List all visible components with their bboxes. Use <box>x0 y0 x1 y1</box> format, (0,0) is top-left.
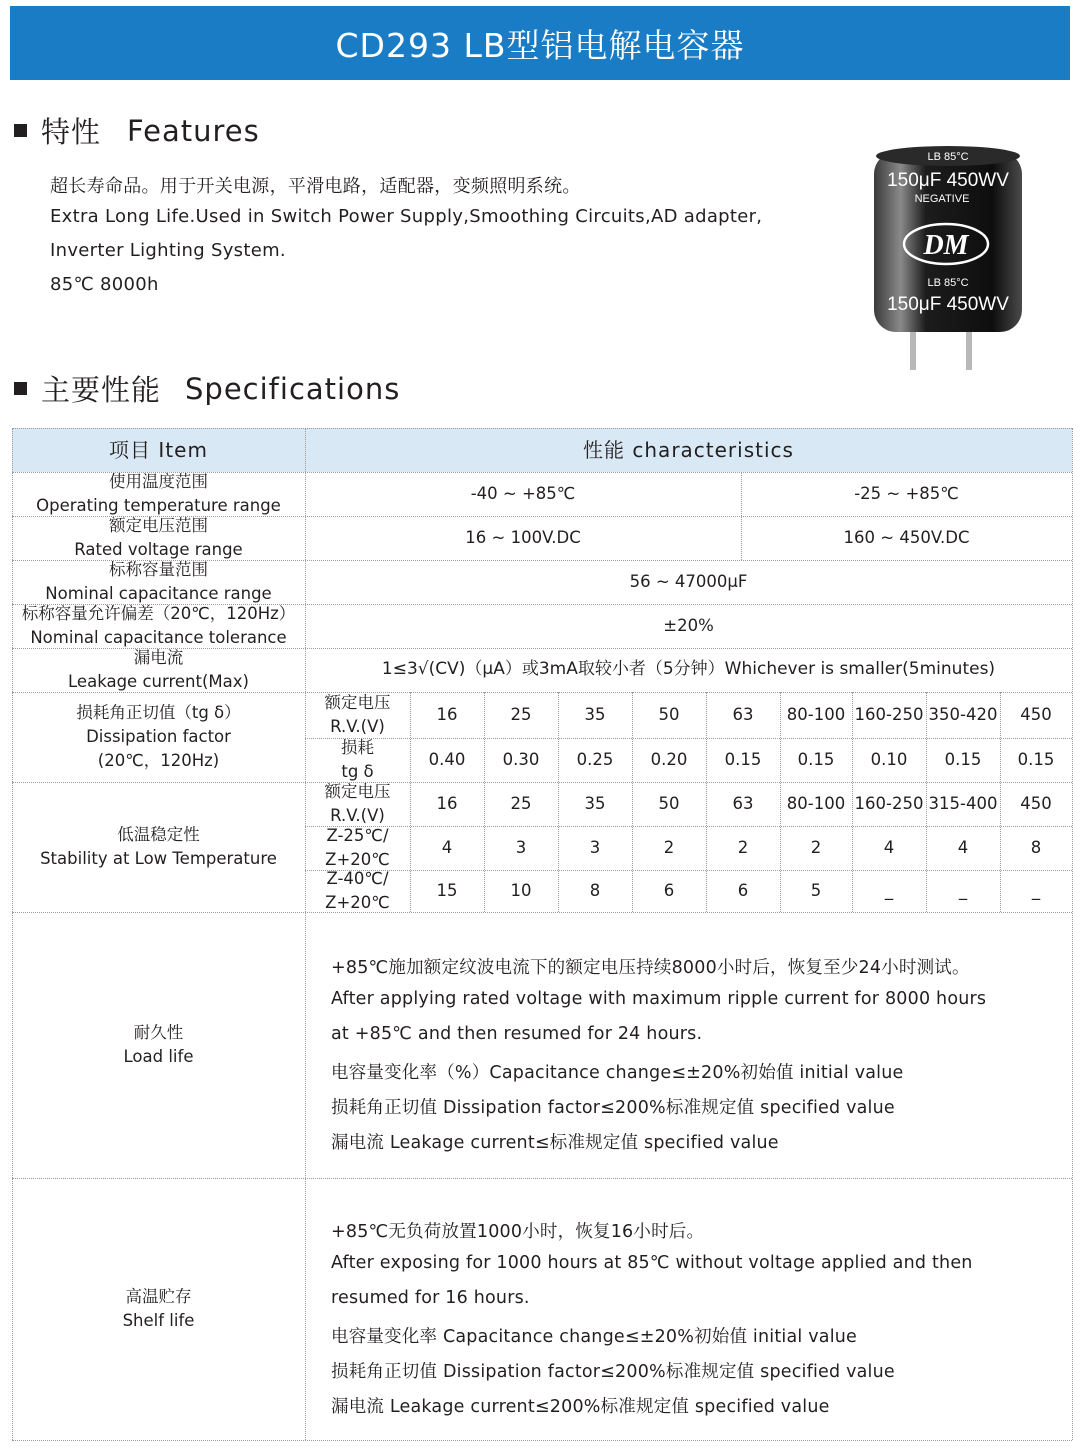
row-label-leakage <box>12 648 305 692</box>
feature-line: 85℃ 8000h <box>50 274 159 295</box>
lt-z40-value: 6 <box>737 881 749 901</box>
label-en: Nominal capacitance tolerance <box>30 628 287 647</box>
label-cn: 损耗 <box>341 738 374 758</box>
shelf-life-line: After exposing for 1000 hours at 85℃ without voltage applied and then <box>331 1253 973 1273</box>
df-tg-value: 0.15 <box>797 750 835 770</box>
df-tg-value: 0.10 <box>870 750 908 770</box>
lt-voltage-value: 63 <box>732 794 754 814</box>
lt-voltage-value: 35 <box>584 794 606 814</box>
lt-z25-value: 3 <box>515 838 527 858</box>
label-en: (20℃，120Hz) <box>97 750 220 770</box>
load-life-line: 电容量变化率（%）Capacitance change≤±20%初始值 initial value <box>331 1063 904 1083</box>
table-border <box>1072 428 1073 1440</box>
lt-z25-value: 4 <box>441 838 453 858</box>
capacitor-value-text: 150μF 450WV <box>887 294 1009 315</box>
capacitor-negative-text: NEGATIVE <box>914 193 970 205</box>
lt-z25-value: 3 <box>589 838 601 858</box>
row-label-voltage <box>12 516 305 560</box>
label-en: Load life <box>123 1047 194 1066</box>
row-label-capacitance <box>12 560 305 604</box>
label-en: Z+20℃ <box>325 850 390 869</box>
specs-heading <box>14 368 400 409</box>
lt-z40-value: 8 <box>589 881 601 901</box>
label-en: tg δ <box>341 762 374 781</box>
df-tg-value: 0.40 <box>428 750 466 770</box>
lt-z40-value: 5 <box>810 881 822 901</box>
label-cn: 漏电流 <box>133 648 184 668</box>
label-cn: 低温稳定性 <box>117 825 200 845</box>
title-banner <box>10 6 1070 80</box>
df-tg-value: 0.20 <box>650 750 688 770</box>
temp-range-high-voltage: -25 ~ +85℃ <box>854 484 959 504</box>
row-label-shelf-life <box>12 1178 305 1440</box>
df-tg-value: 0.30 <box>502 750 540 770</box>
label-en: Operating temperature range <box>36 496 281 515</box>
df-voltage-value: 16 <box>436 705 458 725</box>
label-cn: 高温贮存 <box>125 1287 192 1307</box>
specs-heading-en: Specifications <box>185 371 401 406</box>
df-voltage-value: 25 <box>510 705 532 725</box>
column-header-characteristics: 性能 characteristics <box>583 438 794 462</box>
row-label-dissipation <box>12 692 305 782</box>
lt-z25-value: 2 <box>663 838 675 858</box>
features-heading-cn: 特性 <box>41 115 102 149</box>
label-cn: 标称容量允许偏差（20℃，120Hz） <box>21 604 296 624</box>
lt-z40-value: 6 <box>663 881 675 901</box>
capacitor-image <box>870 144 1026 374</box>
df-tg-value: 0.15 <box>1017 750 1055 770</box>
label-en: Shelf life <box>122 1311 195 1330</box>
lt-z25-label <box>305 826 410 870</box>
label-en: Nominal capacitance range <box>45 584 272 603</box>
label-en: Leakage current(Max) <box>68 672 249 691</box>
label-cn: 额定电压 <box>324 782 391 802</box>
shelf-life-line: resumed for 16 hours. <box>331 1288 530 1308</box>
load-life-line: at +85℃ and then resumed for 24 hours. <box>331 1024 703 1044</box>
lt-z40-value: 15 <box>436 881 458 901</box>
label-cn: 额定电压范围 <box>109 516 208 536</box>
row-label-low-temperature <box>12 782 305 912</box>
lt-z25-value: 2 <box>737 838 749 858</box>
label-en: Z-40℃/ <box>326 869 389 889</box>
voltage-range-low: 16 ~ 100V.DC <box>465 528 581 548</box>
lt-voltage-value: 160-250 <box>854 794 924 814</box>
label-en: Rated voltage range <box>74 540 243 559</box>
load-life-line: After applying rated voltage with maximum ripple current for 8000 hours <box>331 989 987 1009</box>
shelf-life-line: 损耗角正切值 Dissipation factor≤200%标准规定值 specified value <box>331 1362 895 1382</box>
shelf-life-line: 电容量变化率 Capacitance change≤±20%初始值 initial value <box>331 1327 858 1347</box>
capacitor-value-text: 150μF 450WV <box>887 170 1009 191</box>
features-heading-en: Features <box>127 113 260 148</box>
capacitor-rating-text: LB 85°C <box>927 277 969 289</box>
df-voltage-value: 450 <box>1020 705 1052 725</box>
df-voltage-value: 160-250 <box>854 705 924 725</box>
df-tg-value: 0.15 <box>724 750 762 770</box>
specs-heading-cn: 主要性能 <box>41 373 162 407</box>
dm-logo-text: DM <box>923 230 969 261</box>
label-cn: 标称容量范围 <box>109 560 208 580</box>
lt-z40-value: _ <box>958 881 968 901</box>
capacitance-range: 56 ~ 47000μF <box>629 572 748 592</box>
load-life-line: 漏电流 Leakage current≤标准规定值 specified value <box>331 1133 779 1153</box>
leakage-current: 1≤3√(CV)（μA）或3mA取较小者（5分钟）Whichever is smaller(5minutes) <box>381 659 996 680</box>
lt-voltage-value: 25 <box>510 794 532 814</box>
df-voltage-value: 80-100 <box>786 705 846 725</box>
lt-z40-label <box>305 870 410 912</box>
df-tg-value: 0.15 <box>944 750 982 770</box>
label-en: Z-25℃/ <box>326 826 389 846</box>
row-label-tolerance <box>12 604 305 648</box>
temp-range-low-voltage: -40 ~ +85℃ <box>470 484 576 504</box>
df-voltage-value: 63 <box>732 705 754 725</box>
df-voltage-label <box>305 692 410 738</box>
lt-z40-value: _ <box>884 881 894 901</box>
label-cn: 使用温度范围 <box>109 472 208 492</box>
lt-voltage-value: 80-100 <box>786 794 846 814</box>
df-voltage-value: 50 <box>658 705 680 725</box>
feature-line: Inverter Lighting System. <box>50 240 286 261</box>
lt-z40-value: 10 <box>510 881 532 901</box>
label-en: Stability at Low Temperature <box>40 849 277 868</box>
load-life-line: +85℃施加额定纹波电流下的额定电压持续8000小时后，恢复至少24小时测试。 <box>331 958 970 978</box>
lt-voltage-value: 16 <box>436 794 458 814</box>
lt-voltage-label <box>305 782 410 826</box>
row-label-temperature <box>12 472 305 516</box>
lt-voltage-value: 315-400 <box>928 794 998 814</box>
lt-z25-value: 4 <box>957 838 969 858</box>
column-header-item: 项目 Item <box>109 438 208 462</box>
label-cn: 损耗角正切值（tg δ） <box>76 703 241 723</box>
feature-line: Extra Long Life.Used in Switch Power Supply,Smoothing Circuits,AD adapter, <box>50 206 763 227</box>
label-en: Z+20℃ <box>325 893 390 912</box>
df-tg-value: 0.25 <box>576 750 614 770</box>
shelf-life-line: +85℃无负荷放置1000小时，恢复16小时后。 <box>331 1222 705 1242</box>
lt-z25-value: 2 <box>810 838 822 858</box>
shelf-life-line: 漏电流 Leakage current≤200%标准规定值 specified value <box>331 1397 830 1417</box>
capacitance-tolerance: ±20% <box>663 616 714 636</box>
label-en: R.V.(V) <box>330 717 385 736</box>
label-cn: 耐久性 <box>133 1023 184 1043</box>
feature-line: 超长寿命品。用于开关电源，平滑电路，适配器，变频照明系统。 <box>50 176 581 197</box>
features-heading <box>14 110 260 151</box>
label-cn: 额定电压 <box>324 693 391 713</box>
df-tg-label <box>305 738 410 782</box>
bullet-square-icon <box>14 124 27 137</box>
lt-z25-value: 4 <box>883 838 895 858</box>
lt-voltage-value: 450 <box>1020 794 1052 814</box>
row-label-load-life <box>12 912 305 1178</box>
load-life-line: 损耗角正切值 Dissipation factor≤200%标准规定值 specified value <box>331 1098 895 1118</box>
df-voltage-value: 350-420 <box>928 705 998 725</box>
bullet-square-icon <box>14 382 27 395</box>
df-voltage-value: 35 <box>584 705 606 725</box>
lt-z25-value: 8 <box>1030 838 1042 858</box>
capacitor-rating-text: LB 85°C <box>927 151 969 163</box>
label-en: Dissipation factor <box>86 727 231 747</box>
lt-voltage-value: 50 <box>658 794 680 814</box>
table-border <box>12 1440 1072 1441</box>
lt-z40-value: _ <box>1031 881 1041 901</box>
label-en: R.V.(V) <box>330 806 385 825</box>
page-title: CD293 LB型铝电解电容器 <box>335 25 745 65</box>
voltage-range-high: 160 ~ 450V.DC <box>843 528 970 548</box>
